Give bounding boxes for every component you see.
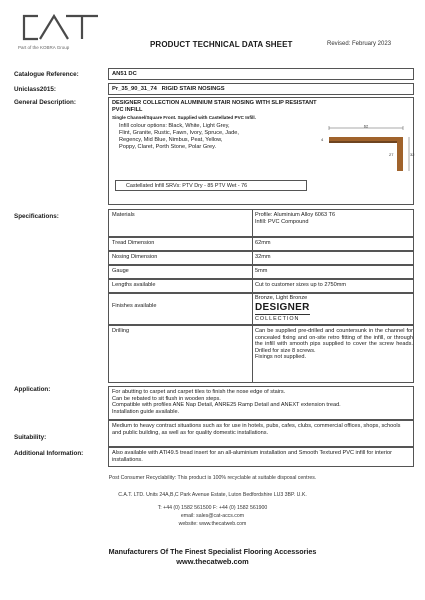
spec-value: 5mm [255,268,268,274]
uniclass-label: Uniclass2015: [14,86,57,93]
spec-name: Gauge [112,268,129,274]
collection-word: COLLECTION [255,314,310,322]
footer-website[interactable]: www.thecatweb.com [176,557,249,566]
application-label: Application: [14,386,51,393]
cat-logo-icon [18,13,100,45]
spec-name: Finishes available [112,303,157,309]
dim-left-label: 4 [321,137,324,142]
suitability-label: Suitability: [14,434,47,441]
dim-right-label: 32 [410,152,415,157]
spec-name: Materials [112,212,135,218]
spec-row-tread [108,237,414,251]
spec-row-finishes [108,293,414,325]
profile-drawing [269,123,415,179]
catalogue-label: Catalogue Reference: [14,71,79,78]
additional-info-text: Also available with ATI49.5 tread insert for an all-aluminium installation and Smooth Textured PVC infill for interior installations. [108,447,414,467]
document-title: PRODUCT TECHNICAL DATA SHEET [150,40,293,49]
srv-values: Castellated Infill SRVs: PTV Dry - 85 PTV Wet - 76 [115,180,307,191]
company-logo [18,13,100,53]
general-description-box [108,97,414,205]
spec-row-materials [108,209,414,237]
spec-name: Tread Dimension [112,240,155,246]
spec-value: 62mm [255,240,271,246]
recyclability-note: Post Consumer Recyclability: This product is 100% recyclable at suitable disposal centres. [108,475,317,481]
designer-collection-logo [255,303,310,322]
company-phone: T: +44 (0) 1582 561500 F: +44 (0) 1582 561900 [157,505,268,511]
footer-tagline: Manufacturers Of The Finest Specialist Flooring Accessories [108,547,317,556]
spec-value: Cut to customer sizes up to 2750mm [255,282,347,288]
catalogue-value: AN51 DC [108,68,414,80]
dim-inner-label: 27 [389,152,394,157]
product-subtitle: Single Channel/Square Front. Supplied with Castellated PVC Infill. [112,115,256,120]
spec-value: Profile: Aluminium Alloy 6063 T6 Infill: PVC Compound [255,212,336,225]
company-email: email: sales@cat-accs.com [180,513,245,519]
uniclass-desc: RIGID STAIR NOSINGS [161,86,225,92]
spec-value: 32mm [255,254,271,260]
spec-name: Nosing Dimension [112,254,158,260]
logo-subtitle: Part of the KOBRA Group [18,45,70,50]
company-website-line: website: www.thecatweb.com [178,521,247,527]
company-address: C.A.T. LTD. Units 24A,B,C Park Avenue Estate, Luton Bedfordshire LU3 3BP. U.K. [118,492,307,498]
suitability-text: Medium to heavy contract situations such as for use in hotels, pubs, cafes, clubs, commercial offices, shops, schools and public building, as well as for quality domestic installations. [108,420,414,447]
spec-row-lengths [108,279,414,293]
additional-info-label: Additional Information: [14,450,84,457]
designer-word: DESIGNER [255,302,310,313]
spec-row-nosing [108,251,414,265]
uniclass-code: Pr_35_90_31_74 [112,86,157,92]
spec-row-gauge [108,265,414,279]
spec-name: Lengths available [112,282,156,288]
spec-name: Drilling [112,328,130,334]
dim-top-label: 62 [363,123,369,129]
revision-date: Revised: February 2023 [327,41,392,47]
application-text: For abutting to carpet and carpet tiles to finish the nose edge of stairs. Can be rebated to sit flush in wooden steps. Compatible with profiles ANE Nap Detail, ANRE25 Ramp Detail and ANEXT extension tread. Installation guide available. [108,386,414,420]
product-title: DESIGNER COLLECTION ALUMINIUM STAIR NOSING WITH SLIP RESISTANT PVC INFILL [112,100,317,114]
specifications-label: Specifications: [14,213,59,220]
spec-row-drilling [108,325,414,383]
uniclass-value [108,83,414,95]
infill-colour-options: Infill colour options: Black, White, Light Grey, Flint, Granite, Rustic, Fawn, Ivory, Spruce, Jade, Regency, Mid Blue, Nimbus, Peat, Yellow, Poppy, Claret, Porth Stone, Polar Grey. [119,123,239,150]
general-description-label: General Description: [14,99,76,106]
spec-value: Bronze, Light Bronze [255,295,308,301]
spec-value: Can be supplied pre-drilled and countersunk in the channel for concealed fixing and on-site retro fitting of the infill, or through the infill with smooth pips supplied to cover the screw heads. Drilled for size 8 screws. Fixings not supplied. [255,328,413,361]
